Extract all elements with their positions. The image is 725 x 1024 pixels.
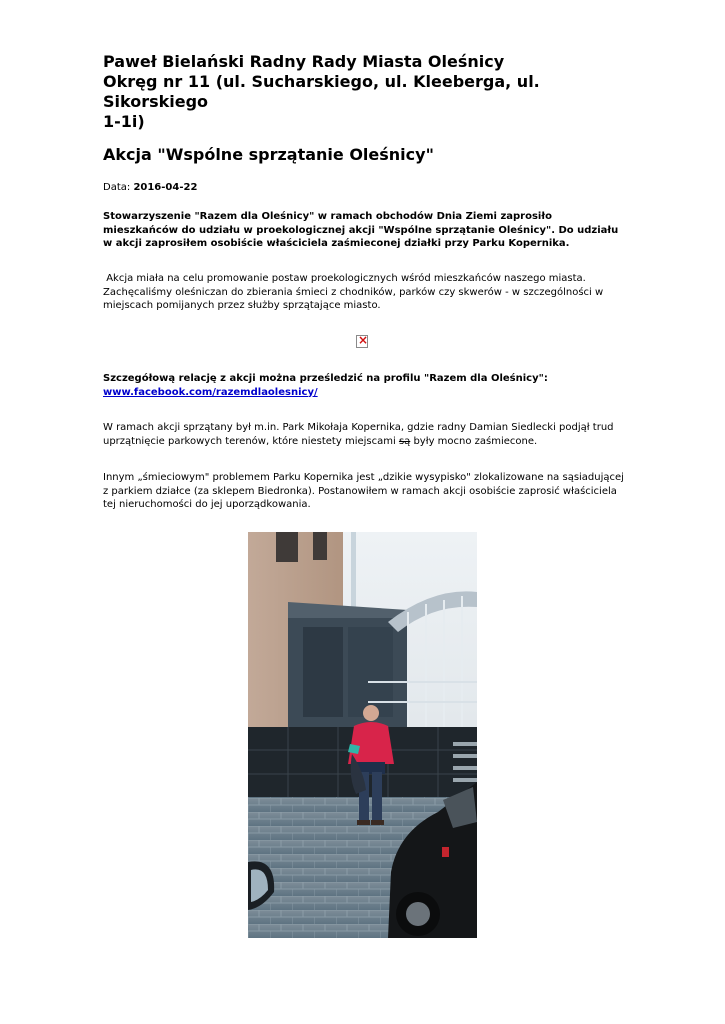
councillor-header: [103, 52, 643, 132]
article-paragraph-3: Innym „śmieciowym" problemem Parku Kopernika jest „dzikie wysypisko" zlokalizowane na sąsiadującej z parkiem działce (za sklepem Biedronka). Postanowiłem w ramach akcji osobiście zaprosić właściciela tej nieruchomości do jej uporządkowania.: [103, 472, 624, 510]
facebook-intro: Szczegółową relację z akcji można prześledzić na profilu "Razem dla Oleśnicy":: [103, 373, 548, 384]
header-line-1: Paweł Bielański Radny Rady Miasta Oleśnicy: [103, 52, 505, 71]
action-photo: [248, 532, 477, 938]
date-label: Data:: [103, 182, 131, 193]
article-paragraph-1: Akcja miała na celu promowanie postaw proekologicznych wśród mieszkańców naszego miasta. Zachęcaliśmy oleśniczan do zbierania śmieci z chodników, parków czy skwerów - w szczególności w miejscach pomijanych przez służby sprzątające miasto.: [103, 273, 607, 311]
article-date: [103, 181, 197, 194]
paragraph-2-text-a: W ramach akcji sprzątany był m.in. Park Mikołaja Kopernika, gdzie radny Damian Siedlecki podjął trud uprzątnięcie parkowych terenów, które niestety miejscami: [103, 422, 614, 447]
facebook-link[interactable]: www.facebook.com/razemdlaolesnicy/: [103, 386, 318, 398]
article-title: Akcja "Wspólne sprzątanie Oleśnicy": [103, 145, 434, 164]
article-paragraph-2: [103, 421, 628, 448]
date-value: 2016-04-22: [133, 182, 198, 193]
facebook-relation: [103, 372, 628, 399]
header-line-2: Okręg nr 11 (ul. Sucharskiego, ul. Kleeberga, ul. Sikorskiego: [103, 72, 540, 111]
broken-image-icon: [356, 335, 368, 348]
paragraph-2-strikethrough: są: [398, 435, 411, 447]
header-line-3: 1-1i): [103, 112, 145, 131]
article-lead: Stowarzyszenie "Razem dla Oleśnicy" w ramach obchodów Dnia Ziemi zaprosiło mieszkańców do udziału w proekologicznej akcji "Wspólne sprzątanie Oleśnicy". Do udziału w akcji zaprosiłem osobiście właściciela zaśmieconej działki przy Parku Kopernika.: [103, 211, 619, 249]
paragraph-2-text-b: były mocno zaśmiecone.: [410, 435, 538, 447]
